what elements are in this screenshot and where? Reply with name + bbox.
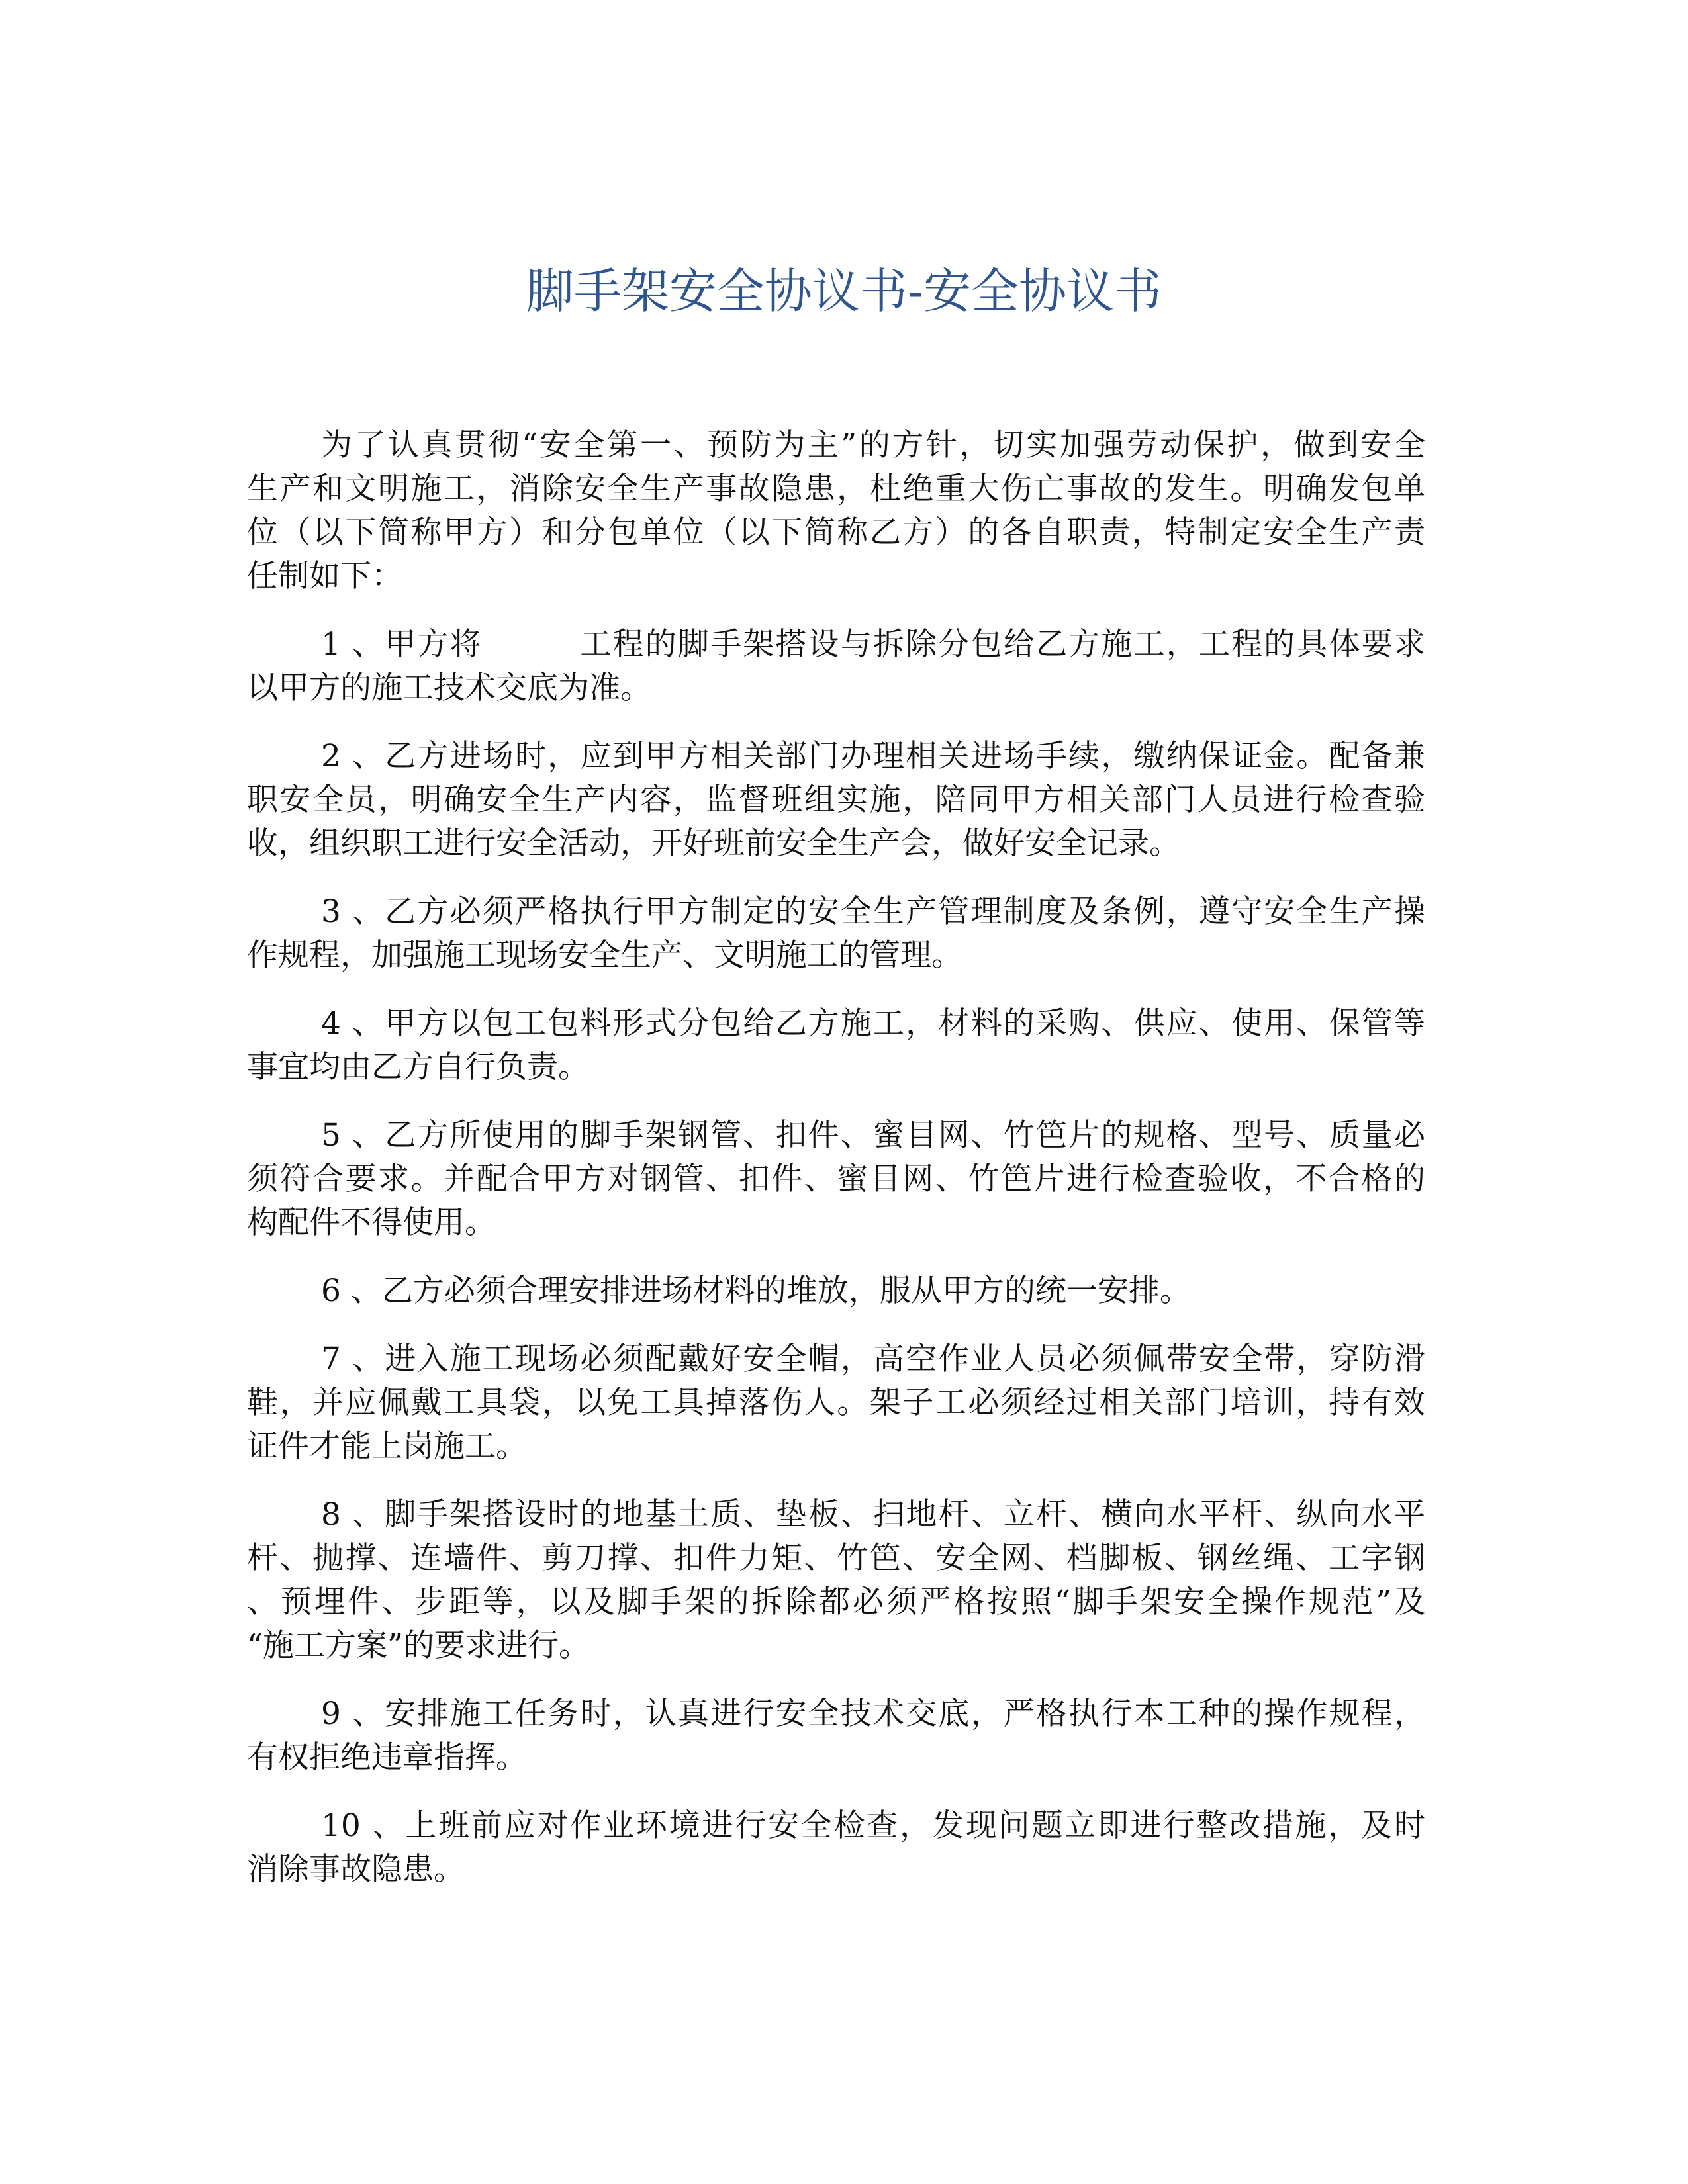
paragraph-line: 以甲方的施工技术交底为准。: [247, 670, 651, 706]
clause-paragraph: [247, 1692, 1425, 1780]
paragraph-line: 任制如下：: [247, 558, 402, 594]
paragraph-line: 构配件不得使用。: [247, 1205, 496, 1241]
paragraph-line: 收，组织职工进行安全活动，开好班前安全生产会，做好安全记录。: [247, 825, 1180, 862]
clause-paragraph: [247, 1493, 1425, 1668]
paragraph-line: 鞋，并应佩戴工具袋，以免工具掉落伤人。架子工必须经过相关部门培训，持有效: [247, 1385, 1425, 1421]
intro-paragraph: [247, 424, 1425, 598]
paragraph-line: 有权拒绝违章指挥。: [247, 1739, 527, 1776]
document-body: [247, 424, 1425, 1916]
paragraph-line: 须符合要求。并配合甲方对钢管、扣件、蜜目网、竹笆片进行检查验收，不合格的: [247, 1161, 1425, 1197]
paragraph-line: 6 、乙方必须合理安排进场材料的堆放，服从甲方的统一安排。: [321, 1273, 1191, 1309]
paragraph-line: 9 、安排施工任务时，认真进行安全技术交底，严格执行本工种的操作规程，: [321, 1696, 1425, 1732]
clause-paragraph: [247, 1804, 1425, 1891]
clause-paragraph: [247, 1114, 1425, 1245]
clause-paragraph: [247, 623, 1425, 710]
clause-paragraph: [247, 1002, 1425, 1089]
clause-paragraph: [247, 890, 1425, 978]
paragraph-line: 10 、上班前应对作业环境进行安全检查，发现问题立即进行整改措施，及时: [321, 1807, 1425, 1844]
paragraph-line: 7 、进入施工现场必须配戴好安全帽，高空作业人员必须佩带安全带，穿防滑: [321, 1341, 1425, 1377]
paragraph-line: 事宜均由乙方自行负责。: [247, 1049, 589, 1085]
paragraph-line: 3 、乙方必须严格执行甲方制定的安全生产管理制度及条例，遵守安全生产操: [321, 893, 1425, 930]
paragraph-line: 2 、乙方进场时，应到甲方相关部门办理相关进场手续，缴纳保证金。配备兼: [321, 738, 1425, 774]
clause-paragraph: [247, 735, 1425, 866]
paragraph-line: 证件才能上岗施工。: [247, 1428, 527, 1465]
paragraph-line: 位（以下简称甲方）和分包单位（以下简称乙方）的各自职责，特制定安全生产责: [247, 514, 1425, 551]
paragraph-line: 作规程，加强施工现场安全生产、文明施工的管理。: [247, 937, 962, 974]
document-title: 脚手架安全协议书-安全协议书: [526, 263, 1162, 319]
paragraph-line: “施工方案”的要求进行。: [247, 1627, 590, 1664]
paragraph-line: 8 、脚手架搭设时的地基土质、垫板、扫地杆、立杆、横向水平杆、纵向水平: [321, 1496, 1425, 1533]
paragraph-line: 职安全员，明确安全生产内容，监督班组实施，陪同甲方相关部门人员进行检查验: [247, 782, 1425, 818]
paragraph-line: 5 、乙方所使用的脚手架钢管、扣件、蜜目网、竹笆片的规格、型号、质量必: [321, 1117, 1425, 1154]
paragraph-line: 4 、甲方以包工包料形式分包给乙方施工，材料的采购、供应、使用、保管等: [321, 1005, 1425, 1042]
clause-paragraph: [247, 1269, 1425, 1313]
paragraph-line: 杆、抛撑、连墙件、剪刀撑、扣件力矩、竹笆、安全网、档脚板、钢丝绳、工字钢: [247, 1540, 1425, 1576]
paragraph-line: 、预埋件、步距等，以及脚手架的拆除都必须严格按照“脚手架安全操作规范”及: [247, 1584, 1425, 1620]
clause-paragraph: [247, 1338, 1425, 1469]
paragraph-line: 为了认真贯彻“安全第一、预防为主”的方针，切实加强劳动保护，做到安全: [321, 427, 1425, 463]
paragraph-line: 1 、甲方将 工程的脚手架搭设与拆除分包给乙方施工，工程的具体要求: [321, 626, 1425, 662]
paragraph-line: 生产和文明施工，消除安全生产事故隐患，杜绝重大伤亡事故的发生。明确发包单: [247, 471, 1425, 507]
paragraph-line: 消除事故隐患。: [247, 1851, 465, 1888]
